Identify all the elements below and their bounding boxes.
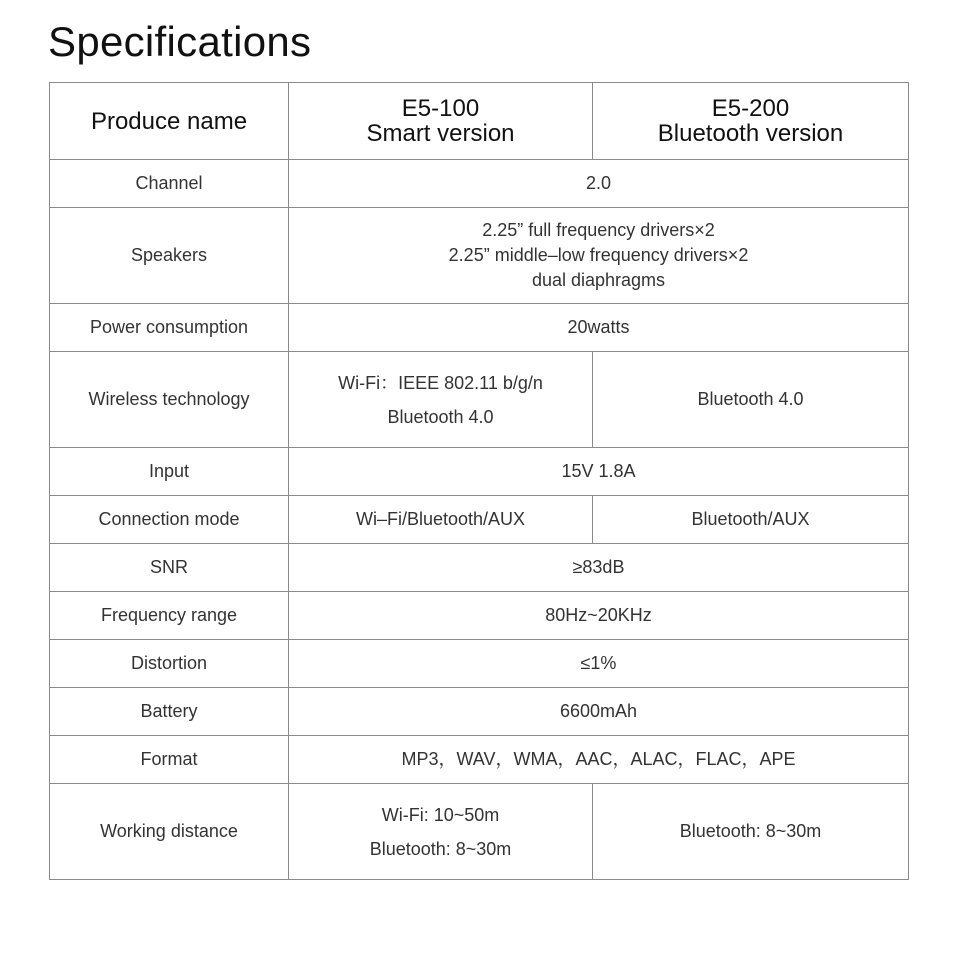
- model-b-version: Bluetooth version: [657, 120, 844, 147]
- row-value-b: Bluetooth/AUX: [593, 496, 909, 544]
- table-row: [50, 496, 909, 544]
- page-title: Specifications: [48, 18, 312, 65]
- table-row: [50, 784, 909, 880]
- wireless-line: Bluetooth 4.0: [387, 406, 494, 427]
- row-value: [289, 208, 909, 304]
- speaker-line: 2.25” full frequency drivers×2: [482, 220, 715, 240]
- row-value-b: Bluetooth: 8~30m: [593, 784, 909, 880]
- row-value: ≤1%: [289, 640, 909, 688]
- row-value: MP3，WAV，WMA，AAC，ALAC，FLAC，APE: [289, 736, 909, 784]
- row-value: 2.0: [289, 160, 909, 208]
- row-value-a: Wi–Fi/Bluetooth/AUX: [289, 496, 593, 544]
- table-row: [50, 160, 909, 208]
- row-label: Format: [50, 736, 289, 784]
- model-b-name: E5-200: [711, 95, 790, 122]
- row-label: Speakers: [50, 208, 289, 304]
- model-a-version: Smart version: [366, 120, 515, 147]
- header-model-b: [593, 83, 909, 160]
- row-label: Battery: [50, 688, 289, 736]
- table-row: [50, 592, 909, 640]
- row-value: 15V 1.8A: [289, 448, 909, 496]
- row-label: Working distance: [50, 784, 289, 880]
- table-row: [50, 448, 909, 496]
- row-label: Distortion: [50, 640, 289, 688]
- row-label: SNR: [50, 544, 289, 592]
- table-row: [50, 352, 909, 448]
- row-label: Channel: [50, 160, 289, 208]
- header-model-a: [289, 83, 593, 160]
- row-value-a: [289, 352, 593, 448]
- row-label: Frequency range: [50, 592, 289, 640]
- speaker-line: 2.25” middle–low frequency drivers×2: [448, 245, 749, 265]
- table-row: [50, 640, 909, 688]
- table-row: [50, 544, 909, 592]
- row-value-b: Bluetooth 4.0: [593, 352, 909, 448]
- distance-line: Wi-Fi: 10~50m: [381, 804, 500, 825]
- specifications-table: [49, 82, 909, 880]
- row-value: 80Hz~20KHz: [289, 592, 909, 640]
- distance-line: Bluetooth: 8~30m: [369, 838, 512, 859]
- table-row: [50, 688, 909, 736]
- table-row: [50, 304, 909, 352]
- header-label: Produce name: [50, 83, 289, 160]
- row-label: Input: [50, 448, 289, 496]
- row-value: ≥83dB: [289, 544, 909, 592]
- table-row: [50, 208, 909, 304]
- row-label: Power consumption: [50, 304, 289, 352]
- row-value: 6600mAh: [289, 688, 909, 736]
- table-row: [50, 736, 909, 784]
- row-label: Wireless technology: [50, 352, 289, 448]
- header-row: [50, 83, 909, 160]
- row-value: 20watts: [289, 304, 909, 352]
- wireless-line: Wi-Fi：IEEE 802.11 b/g/n: [338, 372, 543, 393]
- model-a-name: E5-100: [401, 95, 480, 122]
- row-value-a: [289, 784, 593, 880]
- speaker-line: dual diaphragms: [531, 270, 666, 290]
- row-label: Connection mode: [50, 496, 289, 544]
